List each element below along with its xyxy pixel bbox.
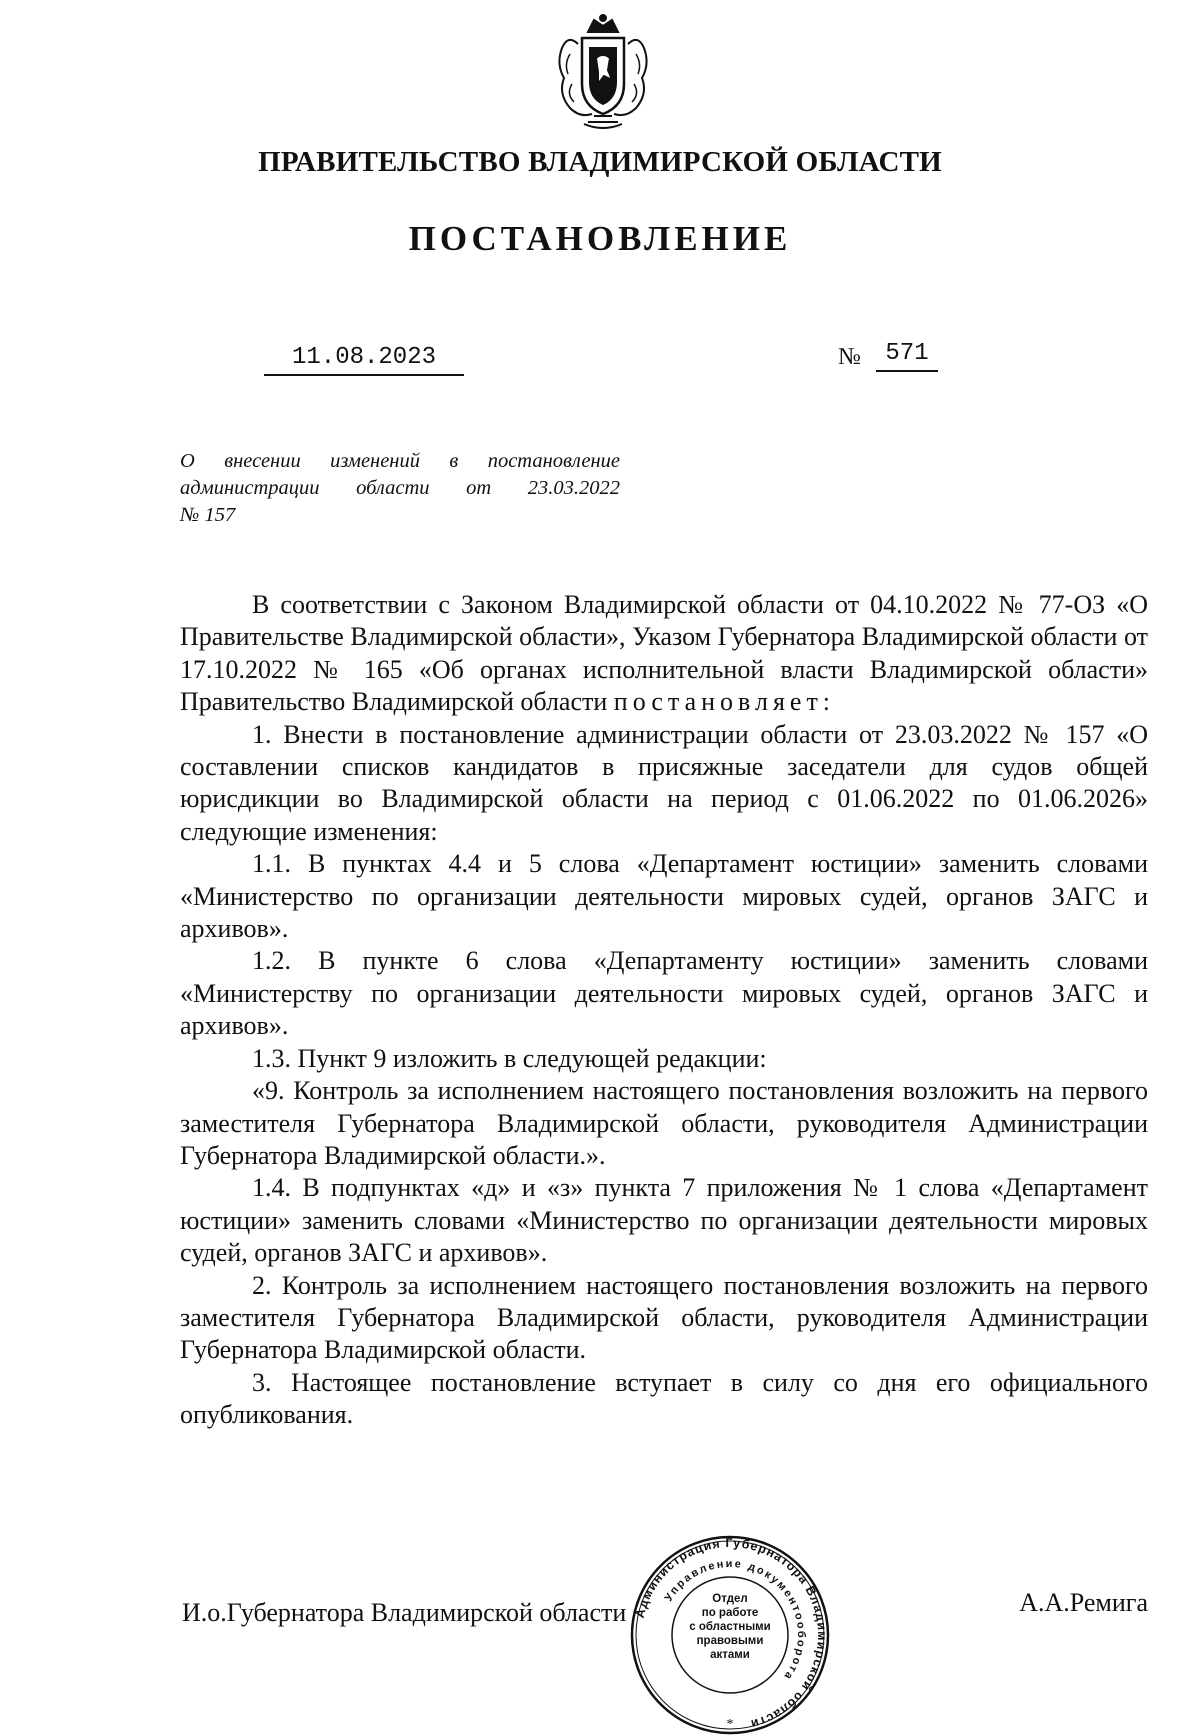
stamp-center-line: с областными xyxy=(689,1621,771,1633)
preamble-paragraph xyxy=(180,589,1148,719)
stamp-inner-text: Управление документооборота xyxy=(662,1557,808,1683)
clause-1-2: 1.2. В пункте 6 слова «Департаменту юстиции» заменить словами «Министерству по организации деятельности мировых судей, органов ЗАГС и архивов». xyxy=(180,946,1148,1041)
document-body xyxy=(180,589,1148,1432)
clause-1-3-quote: «9. Контроль за исполнением настоящего постановления возложить на первого заместителя Губернатора Владимирской области, руководителя Администрации Губернатора Владимирской области.». xyxy=(180,1076,1148,1170)
stamp-center-line: правовыми xyxy=(696,1635,764,1647)
signatory-name: А.А.Ремига xyxy=(1019,1588,1148,1617)
clause-1: 1. Внести в постановление администрации области от 23.03.2022 № 157 «О составлении списков кандидатов в присяжные заседатели для судов общей юрисдикции во Владимирской области на период с 01.06.2022 по 01.06.2026» следующие изменения: xyxy=(180,719,1148,846)
stamp-outer-text: Администрация Губернатора Владимирской области xyxy=(632,1535,830,1732)
clause-1-1: 1.1. В пунктах 4.4 и 5 слова «Департамент юстиции» заменить словами «Министерство по организации деятельности мировых судей, органов ЗАГС и архивов». xyxy=(180,849,1148,944)
subject-line: администрации области от 23.03.2022 xyxy=(180,477,620,499)
document-subject xyxy=(180,448,620,529)
clause-3: 3. Настоящее постановление вступает в силу со дня его официального опубликования. xyxy=(180,1367,1148,1430)
subject-line: № 157 xyxy=(180,504,236,526)
coat-of-arms-emblem xyxy=(548,14,658,130)
clause-1-4: 1.4. В подпунктах «д» и «з» пункта 7 приложения № 1 слова «Департамент юстиции» заменить словами «Министерство по организации деятельности мировых судей, органов ЗАГС и архивов». xyxy=(180,1173,1148,1268)
document-type-heading: ПОСТАНОВЛЕНИЕ xyxy=(408,219,792,258)
stamp-center-line: актами xyxy=(710,1649,750,1661)
stamp-center-line: Отдел xyxy=(712,1593,748,1605)
preamble-text: В соответствии с Законом Владимирской области от 04.10.2022 № 77-ОЗ «О Правительстве Владимирской области», Указом Губернатора Владимирской области от 17.10.2022 № 165 «Об органах исполнительной власти Владимирской области» Правительство Владимирской области xyxy=(180,590,1148,717)
svg-text:*: * xyxy=(726,1717,734,1732)
document-date: 11.08.2023 xyxy=(264,344,464,376)
signatory-title: И.о.Губернатора Владимирской области xyxy=(182,1598,627,1627)
stamp-center-text xyxy=(685,1592,775,1662)
stamp-center-line: по работе xyxy=(701,1607,759,1619)
resolves-word: постановляет: xyxy=(613,687,836,717)
document-number: 571 xyxy=(876,340,938,372)
clause-2: 2. Контроль за исполнением настоящего постановления возложить на первого заместителя Губернатора Владимирской области, руководителя Администрации Губернатора Владимирской области. xyxy=(180,1270,1148,1365)
document-number-label: № xyxy=(838,344,861,370)
organization-title: ПРАВИТЕЛЬСТВО ВЛАДИМИРСКОЙ ОБЛАСТИ xyxy=(258,146,942,178)
subject-line: О внесении изменений в постановление xyxy=(180,450,620,472)
clause-1-3: 1.3. Пункт 9 изложить в следующей редакции: xyxy=(252,1043,767,1073)
